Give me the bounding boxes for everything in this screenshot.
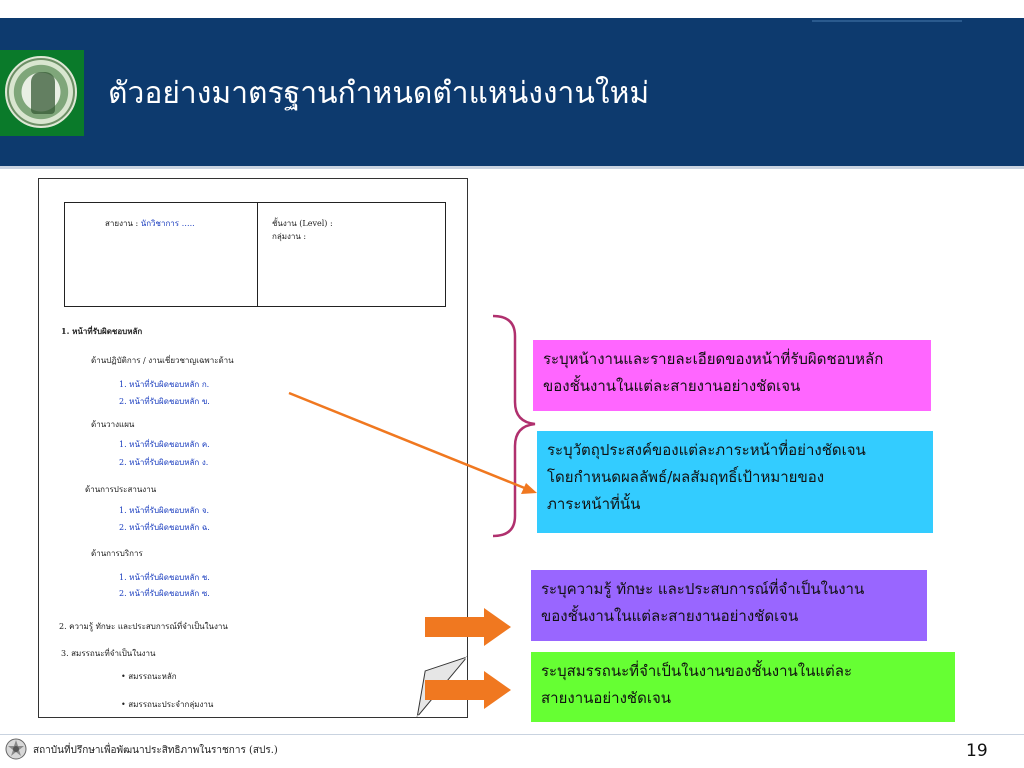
callout-line: ของชั้นงานในแต่ละสายงานอย่างชัดเจน [541,607,799,625]
doc-item: 2. หน้าที่รับผิดชอบหลัก ข. [119,397,210,406]
callout-line: สายงานอย่างชัดเจน [541,689,672,707]
document-sheet [38,178,468,718]
level-group-cell [272,217,333,243]
seal-figure [31,72,55,114]
doc-item: 1. หน้าที่รับผิดชอบหลัก จ. [119,506,210,515]
callout-line: ระบุหน้างานและรายละเอียดของหน้าที่รับผิดชอบหลัก [543,350,884,368]
doc-subsection-service: ด้านการบริการ [91,549,143,558]
doc-bullet-core-competency: • สมรรถนะหลัก [121,672,177,681]
doc-subsection-operation: ด้านปฏิบัติการ / งานเชี่ยวชาญเฉพาะด้าน [91,356,234,365]
callout-line: โดยกำหนดผลลัพธ์/ผลสัมฤทธิ์เป้าหมายของ [547,468,825,486]
page-title: ตัวอย่างมาตรฐานกำหนดตำแหน่งงานใหม่ [108,76,650,111]
position-info-table [64,202,446,307]
brace-top-icon [493,316,535,536]
ocsc-emblem-icon [4,737,28,761]
callout-line: ของชั้นงานในแต่ละสายงานอย่างชัดเจน [543,377,801,395]
doc-section-1: 1. หน้าที่รับผิดชอบหลัก [61,326,143,336]
footer-org-name: สถาบันที่ปรึกษาเพื่อพัฒนาประสิทธิภาพในราชการ (สปร.) [33,745,278,756]
job-line-cell [105,217,195,230]
doc-item: 1. หน้าที่รับผิดชอบหลัก ช. [119,573,210,582]
header-accent-line [812,20,962,22]
doc-item: 1. หน้าที่รับผิดชอบหลัก ก. [119,380,210,389]
doc-item: 2. หน้าที่รับผิดชอบหลัก ซ. [119,589,210,598]
doc-subsection-planning: ด้านวางแผน [91,420,135,429]
callout-competencies [531,652,955,722]
group-label: กลุ่มงาน : [272,232,307,241]
page-number: 19 [966,741,988,761]
doc-bullet-group-competency: • สมรรถนะประจำกลุ่มงาน [121,700,214,709]
callout-line: ระบุสมรรถนะที่จำเป็นในงานของชั้นงานในแต่ละ [541,662,853,680]
job-line-value: นักวิชาการ ….. [140,219,195,228]
doc-item: 2. หน้าที่รับผิดชอบหลัก ง. [119,458,209,467]
bangkok-seal-logo-icon [5,56,77,128]
pointer-arrow-head-icon [521,483,537,494]
header-divider [0,166,1024,169]
table-divider [257,203,258,306]
doc-section-2: 2. ความรู้ ทักษะ และประสบการณ์ที่จำเป็นในงาน [59,622,228,631]
callout-line: ระบุวัตถุประสงค์ของแต่ละภาระหน้าที่อย่างชัดเจน [547,441,866,459]
callout-knowledge-skills [531,570,927,641]
level-label: ชั้นงาน (Level) : [272,219,333,228]
doc-item: 2. หน้าที่รับผิดชอบหลัก ฉ. [119,523,210,532]
callout-objectives [537,431,933,533]
doc-section-3: 3. สมรรถนะที่จำเป็นในงาน [61,649,156,658]
callout-line: ภาระหน้าที่นั้น [547,495,641,513]
callout-responsibilities [533,340,931,411]
job-line-label: สายงาน : [105,219,141,228]
callout-line: ระบุความรู้ ทักษะ และประสบการณ์ที่จำเป็นในงาน [541,580,865,598]
footer-divider [0,734,1024,735]
doc-subsection-coordination: ด้านการประสานงาน [85,485,157,494]
doc-item: 1. หน้าที่รับผิดชอบหลัก ค. [119,440,210,449]
